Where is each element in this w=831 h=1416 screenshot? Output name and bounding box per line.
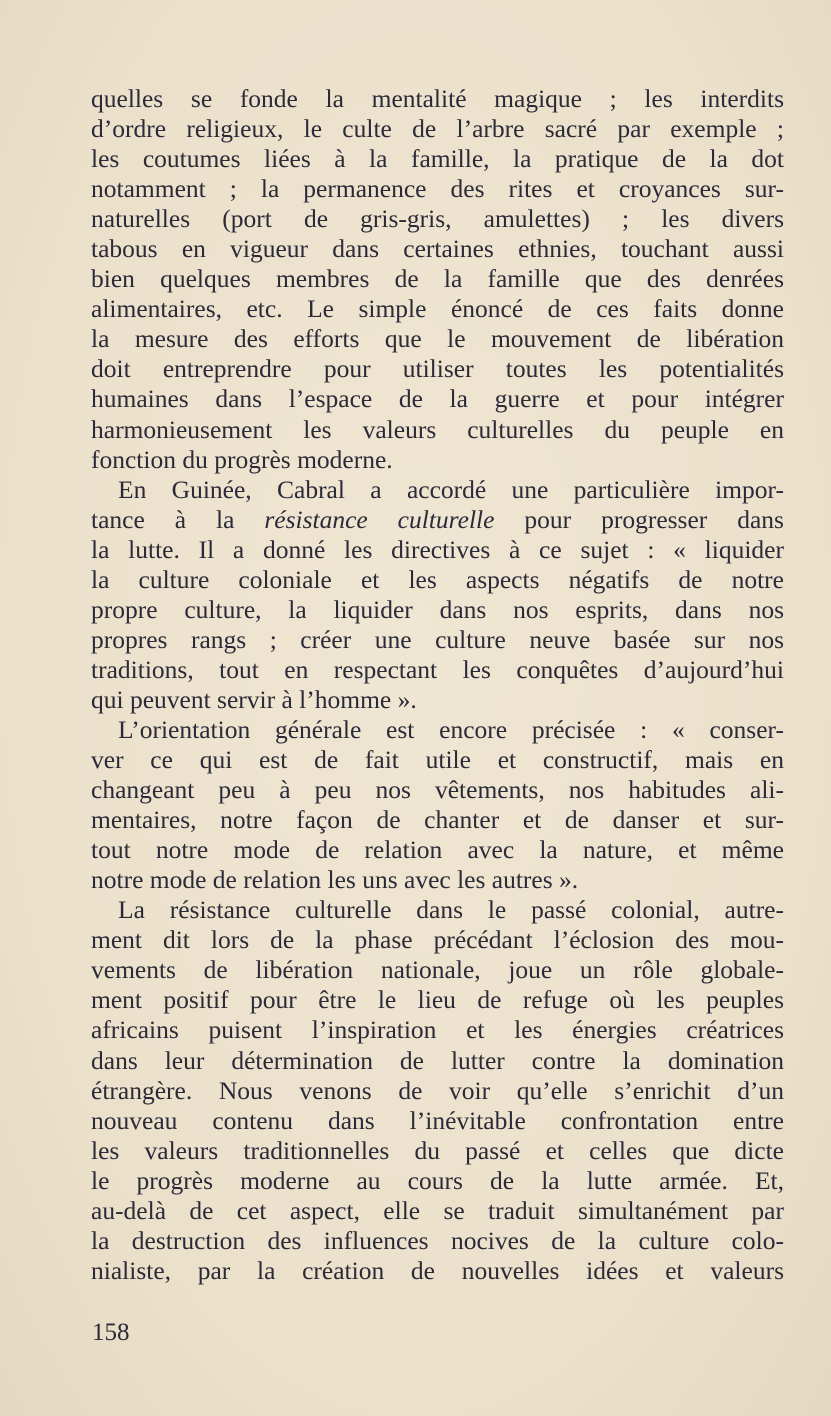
text-segment: la mesure des efforts que le mouvement de libération [91, 324, 784, 354]
text-line [91, 475, 784, 505]
text-segment: dans leur détermination de lutter contre la domination [91, 1045, 784, 1075]
text-line [91, 1256, 784, 1286]
text-line [91, 204, 784, 234]
text-segment: humaines dans l’espace de la guerre et pour intégrer [91, 384, 784, 414]
text-line [91, 354, 784, 384]
text-segment: tance à la [91, 504, 265, 534]
text-line [91, 775, 784, 805]
text-line [91, 1076, 784, 1106]
text-line [91, 1226, 784, 1256]
text-segment: naturelles (port de gris-gris, amulettes) ; les divers [91, 204, 784, 234]
text-segment: les coutumes liées à la famille, la pratique de la dot [91, 144, 784, 174]
text-segment: la destruction des influences nocives de la culture colo- [91, 1225, 784, 1255]
italic-phrase: résistance culturelle [264, 504, 495, 534]
text-segment: la culture coloniale et les aspects négatifs de notre [91, 564, 784, 594]
text-line [91, 1046, 784, 1076]
text-segment: quelles se fonde la mentalité magique ; les interdits [91, 84, 784, 113]
text-segment: changeant peu à peu nos vêtements, nos habitudes ali- [91, 775, 784, 805]
text-line [91, 294, 784, 324]
text-segment: vements de libération nationale, joue un rôle globale- [91, 955, 784, 985]
text-line [91, 655, 784, 685]
text-segment: qui peuvent servir à l’homme ». [91, 684, 417, 714]
text-segment: notre mode de relation les uns avec les autres ». [91, 865, 579, 895]
page-number: 158 [92, 1319, 130, 1346]
text-segment: mentaires, notre façon de chanter et de danser et sur- [91, 805, 784, 835]
text-line [91, 835, 784, 865]
text-segment: notamment ; la permanence des rites et croyances sur- [91, 174, 784, 204]
text-line [91, 114, 784, 144]
text-segment: pour progresser dans [494, 504, 784, 534]
text-line [91, 955, 784, 985]
text-segment: la lutte. Il a donné les directives à ce sujet : « liquider [91, 534, 784, 564]
text-segment: d’ordre religieux, le culte de l’arbre sacré par exemple ; [91, 114, 784, 144]
text-line [91, 144, 784, 174]
text-segment: fonction du progrès moderne. [91, 444, 393, 474]
text-line [91, 1136, 784, 1166]
text-line [91, 1166, 784, 1196]
text-segment: nouveau contenu dans l’inévitable confrontation entre [91, 1105, 784, 1135]
text-segment: tout notre mode de relation avec la nature, et même [91, 835, 784, 865]
text-line [91, 264, 784, 294]
text-line [91, 805, 784, 835]
text-line [91, 625, 784, 655]
text-line [91, 234, 784, 264]
text-line [91, 535, 784, 565]
text-line [91, 925, 784, 955]
text-segment: L’orientation générale est encore précisée : « conser- [118, 714, 784, 744]
text-line [91, 715, 784, 745]
text-segment: ment positif pour être le lieu de refuge où les peuples [91, 985, 784, 1015]
text-segment: propre culture, la liquider dans nos esprits, dans nos [91, 594, 784, 624]
text-segment: En Guinée, Cabral a accordé une particulière impor- [118, 474, 784, 504]
text-segment: harmonieusement les valeurs culturelles du peuple en [91, 414, 784, 444]
text-line [91, 1106, 784, 1136]
text-segment: doit entreprendre pour utiliser toutes les potentialités [91, 354, 784, 384]
text-line [91, 985, 784, 1015]
text-line [91, 324, 784, 354]
text-segment: africains puisent l’inspiration et les énergies créatrices [91, 1015, 784, 1045]
text-line [91, 1015, 784, 1045]
text-line [91, 565, 784, 595]
text-segment: étrangère. Nous venons de voir qu’elle s’enrichit d’un [91, 1075, 784, 1105]
text-line [91, 1196, 784, 1226]
text-segment: les valeurs traditionnelles du passé et celles que dicte [91, 1135, 784, 1165]
text-segment: ment dit lors de la phase précédant l’éclosion des mou- [91, 925, 784, 955]
text-line [91, 505, 784, 535]
text-segment: nialiste, par la création de nouvelles idées et valeurs [91, 1255, 784, 1285]
text-segment: La résistance culturelle dans le passé colonial, autre- [118, 895, 784, 925]
text-line [91, 415, 784, 445]
text-segment: au-delà de cet aspect, elle se traduit simultanément par [91, 1195, 784, 1225]
text-line [91, 895, 784, 925]
text-line [91, 174, 784, 204]
text-segment: bien quelques membres de la famille que des denrées [91, 264, 784, 294]
text-line [91, 84, 784, 114]
text-line [91, 685, 784, 715]
text-line [91, 384, 784, 414]
text-line [91, 595, 784, 625]
text-line [91, 865, 784, 895]
text-segment: traditions, tout en respectant les conquêtes d’aujourd’hui [91, 654, 784, 684]
text-segment: le progrès moderne au cours de la lutte armée. Et, [91, 1165, 784, 1195]
body-text [91, 84, 784, 1286]
text-line [91, 745, 784, 775]
text-line [91, 445, 784, 475]
text-segment: tabous en vigueur dans certaines ethnies, touchant aussi [91, 234, 784, 264]
text-segment: propres rangs ; créer une culture neuve basée sur nos [91, 624, 784, 654]
text-segment: alimentaires, etc. Le simple énoncé de ces faits donne [91, 294, 784, 324]
text-segment: ver ce qui est de fait utile et constructif, mais en [91, 745, 784, 775]
